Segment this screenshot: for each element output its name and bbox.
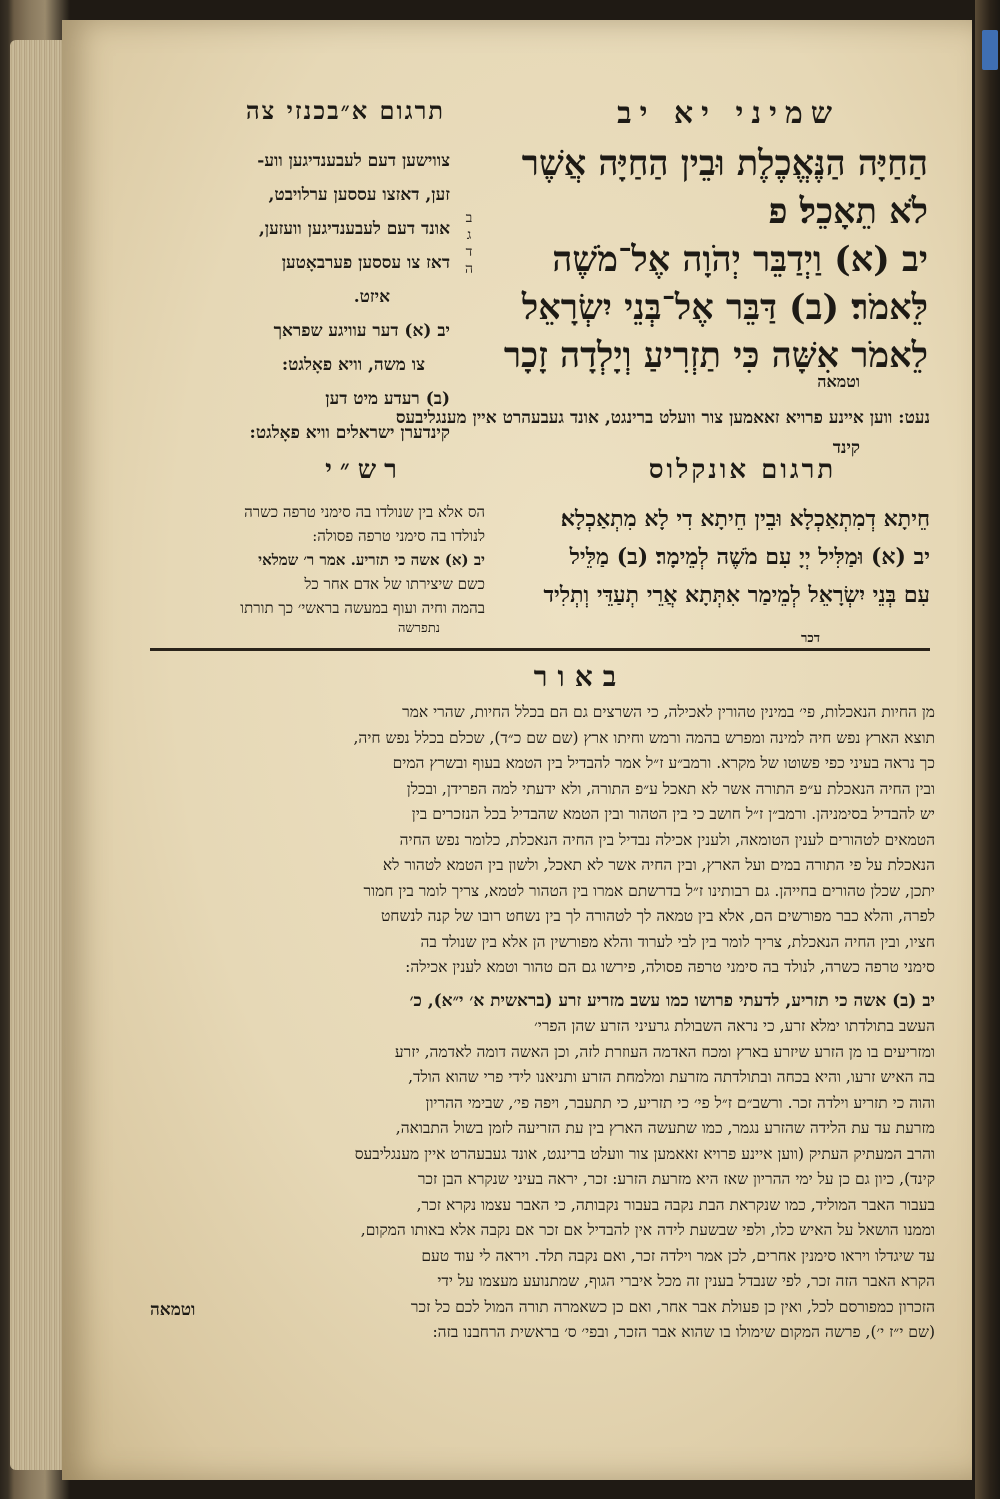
- rashi-catchword: נתפרשה: [397, 621, 440, 636]
- yiddish-line: קינדערן ישראלים וויא פאָלגט:: [249, 423, 450, 443]
- biur-line: הטמאים לטהורים לענין הטומאה, ולענין אכילה נבדיל בין החיה הנאכלת, כלומר נפש החיה: [399, 830, 935, 849]
- yiddish-line: זען, דאזצו עססען ערלויבט,: [268, 185, 450, 205]
- biur-line: מזרעת עד עת הלידה שהזרע נגמר, כמו שתעשה הארץ בין עת הזריעה לזמן בשול התבואה,: [395, 1119, 935, 1137]
- color-calibration-tab: [982, 30, 998, 70]
- yiddish-continuation: קינד: [832, 438, 860, 458]
- biur-line: חציו, ובין החיה הנאכלת, צריך לומר בין לבי לערוד והלא מפורשין הן אלא בין שנולד בה: [420, 932, 935, 951]
- biur-line: עד שיגדלו ויראו סימנין אחרים, לכן אמר וילדה זכר, ואם נקבה תלד. ויראה לי עוד טעם: [421, 1246, 935, 1265]
- biur-text: [150, 700, 935, 1346]
- biur-line: יש להבדיל בסימניהן. ורמב״ן ז״ל חושב כי בין הטהור ובין הטמא שהבדיל בכל הנזכרים בין: [411, 805, 935, 823]
- biur-line: וממנו הושאל על האיש כלו, ולפי שבשעת לידה אין להבדיל אם זכר אם נקבה אלא באותו המקום,: [360, 1221, 935, 1239]
- biur-line: הנאכלת על פי התורה במים ועל הארץ, ובין החיה אשר לא תאכל, ולשון בין הטמא לטהור לא: [382, 856, 935, 874]
- yiddish-line: איזט.: [353, 287, 390, 307]
- torah-catchword: וטמאה: [817, 372, 860, 391]
- biur-line: ומזריעים בו מן הזרע שיזרע בארץ ומכח האדמה העוזרת לזה, וכן האשה דומה לאדמה, יזרע: [394, 1042, 935, 1061]
- biur-line: ובין החיה הנאכלת ע״פ התורה אשר לא תאכל ע״פ התורה, ולא ידעתי למה הפרידן, ובכלן: [406, 779, 935, 798]
- onkelos-line: חֵיתָא דְמִתְאַכְלָא וּבֵין חֵיתָא דִי לָא מִתְאַכְלָא׃: [560, 506, 930, 532]
- rashi-title: רש״י: [325, 455, 405, 485]
- torah-line: לֵּאמֹר׃ (ב) דַּבֵּר אֶל־בְּנֵי יִשְׂרָאֵל: [521, 287, 928, 328]
- biur-line: (שם י״ז י׳), פרשה המקום שימולו בו שהוא אבר הזכר, ובפי׳ ס׳ בראשית הרחבנו בזה:: [432, 1323, 935, 1341]
- yiddish-line: יב (א) דער עוויגע שפראך: [273, 321, 450, 341]
- margin-letter: ה: [464, 261, 474, 277]
- onkelos-title: תרגום אונקלוס: [648, 455, 837, 485]
- onkelos-text: [490, 500, 930, 614]
- biur-line: יתכן, שכלן טהורים בחייהן. גם רבותינו ז״ל בדרשתם אמרו בין הטהור לטמא, צריך לומר בין חמור: [363, 881, 935, 900]
- biur-line: מן החיות הנאכלות, פי׳ במינין טהורין לאכילה, כי השרצים גם הם בכלל החיות, שהרי אמר: [402, 703, 935, 721]
- rashi-line: בהמה וחיה ועוף במעשה בראשי׳ כך תורתו: [240, 599, 485, 617]
- margin-letter: ד: [465, 244, 473, 260]
- biur-line: והוה כי תזריע וילדה זכר. ורשב״ם ז״ל פי׳ כי תזריע, כי תתעבר, ויפה פי׳, שבימי ההריון: [425, 1093, 935, 1112]
- torah-line: הַחַיָּה הַנֶּאֱכֶלֶת וּבֵין הַחַיָּה אֲשֶׁר: [521, 143, 928, 184]
- biur-line: בעבור האבר המוליד, כמו שנקראת הבת נקבה בעבור נקבותה, כי האבר עצמו נקרא זכר,: [416, 1195, 935, 1214]
- torah-line: לֹא תֵאָכֵל׃ פ: [768, 191, 928, 232]
- rashi-line: הס אלא בין שנולדו בה סימני טרפה כשרה: [244, 503, 485, 521]
- torah-line: לֵאמֹר אִשָּׁה כִּי תַזְרִיעַ וְיָלְדָה זָכָר: [503, 335, 928, 376]
- margin-letter: ג: [466, 227, 472, 243]
- biur-line: קינד), כיון גם כן על ימי ההריון שאז היא מזרעת הזרע: זכר, יראה בעיני שנקרא הבן זכר: [417, 1170, 935, 1188]
- yiddish-translation-column: [155, 144, 450, 450]
- onkelos-line: עִם בְּנֵי יִשְׂרָאֵל לְמֵימַר אִתְּתָא אֲרֵי תְעַדֵּי וְתְלִיד: [543, 582, 930, 608]
- onkelos-line: יב (א) וּמַלִּיל יְיָ עִם מֹשֶׁה לְמֵימָר׃ (ב) מַלֵּיל: [569, 544, 930, 570]
- biur-catchword: וטמאה: [150, 1300, 196, 1320]
- biur-line: כך נראה בעיני כפי פשוטו של מקרא. ורמב״ע ז״ל אמר להבדיל בין הטמא בעוף ובשרץ המים: [392, 754, 935, 772]
- binding-edge: [975, 0, 1000, 1499]
- yiddish-line: צווישען דעם לעבענדיגען ווע-: [257, 151, 450, 171]
- biur-line: תוצא הארץ נפש חיה למינה ומפרש בהמה ורמש וחיתו ארץ (שם שם כ״ד), שכלם בכלל נפש חיה,: [353, 728, 935, 747]
- torah-line: יב (א) וַיְדַבֵּר יְהֹוָה אֶל־מֹשֶׁה: [552, 239, 928, 280]
- yiddish-line: (ב) רעדע מיט דען: [325, 389, 450, 409]
- page-edges: [10, 40, 70, 1470]
- yiddish-line: צו משה, וויא פאָלגט:: [281, 355, 425, 375]
- rashi-line: לנולדו בה סימני טרפה פסולה:: [312, 527, 485, 545]
- biur-line: לפרה, והלא כבר מפורשים הם, אלא בין טמאה לך לטהורה לך בין נשחט רובו של קנה לנשחט: [380, 907, 935, 925]
- yiddish-full-line: נעט: ווען איינע פרויא זאאמען צור וועלט ברינגט, אונד געבעהרט איין מענגליבעס: [395, 408, 930, 428]
- rashi-text: [155, 500, 485, 620]
- onkelos-catchword: דכר: [801, 631, 820, 646]
- yiddish-line: דאז צו עססען פערבאָטען: [281, 253, 450, 273]
- biur-line: והרב המעתיק העתיק (ווען איינע פרויא זאאמען צור וועלט ברינגט, אונד געבעהרט איין מענגליבעס: [354, 1144, 935, 1163]
- yiddish-line: אונד דעם לעבענדיגען וועזען,: [258, 219, 450, 239]
- torah-text: [480, 140, 928, 380]
- biur-line: סימני טרפה כשרה, לנולד בה סימני טרפה פסולה, פירשו גם הם טהור וטמא לענין אכילה:: [405, 958, 935, 976]
- biur-line: יב (ב) אשה כי תזריע, לדעתי פרושו כמו עשב מזריע זרע (בראשית א׳ י״א), כ׳: [409, 990, 935, 1011]
- margin-letter: ב: [465, 210, 473, 226]
- header-left: תרגום א״בכנזי צה: [245, 96, 445, 125]
- biur-line: הזכרון כמפורסם לכל, ואין כן פעולת אבר אחר, ואם כן כשאמרה תורה המול לכם כל זכר: [410, 1297, 935, 1316]
- biur-line: העשב בתולדתו ימלא זרע, כי נראה השבולת גרעיני הזרע שהן הפרי׳: [534, 1017, 935, 1035]
- section-divider: [150, 648, 930, 651]
- paragraph-gap: [150, 981, 935, 989]
- biur-title: באור: [533, 660, 627, 693]
- rashi-line: כשם שיצירתו של אדם אחר כל: [304, 575, 485, 593]
- header-right: שמיני יא יב: [617, 96, 840, 131]
- biur-line: בה האיש זרעו, והיא בכחה ובתולדתה מזרעת ומלמחת הזרע ותניאנו לידי פרי שהוא הולד,: [408, 1068, 935, 1086]
- biur-line: הקרא האבר הזה זכר, לפי שנבדל בענין זה מכל איברי הגוף, שמתנועע מעצמו על ידי: [437, 1272, 935, 1290]
- rashi-line: יב (א) אשה כי תזריע. אמר ר׳ שמלאי: [258, 551, 485, 569]
